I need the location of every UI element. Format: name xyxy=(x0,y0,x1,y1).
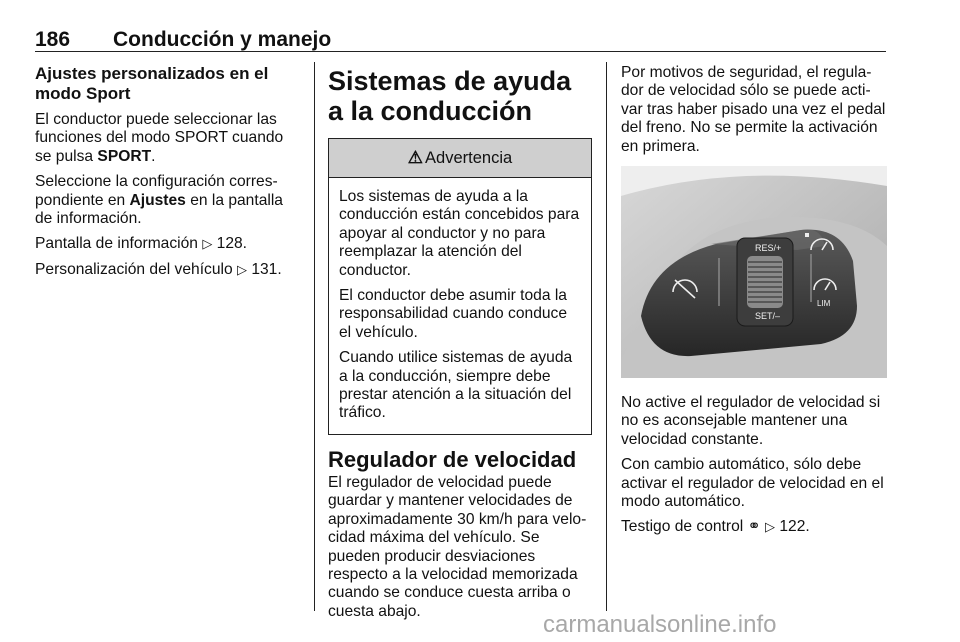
warning-box xyxy=(328,138,592,435)
set-label: SET/– xyxy=(755,311,781,322)
warning-title: Advertencia xyxy=(425,148,513,167)
page-reference-icon: ▷ xyxy=(202,236,213,252)
warning-triangle-icon: ⚠ xyxy=(407,147,424,167)
warning-body xyxy=(329,178,591,434)
sport-text: El conductor puede seleccionar las funciones del modo SPORT cuando se pulsa xyxy=(35,111,284,165)
page-reference-icon: ▷ xyxy=(765,519,775,535)
automatic-gearbox-paragraph: Con cambio automático, sólo debe activar el regulador de velocidad en el modo automático. xyxy=(621,456,884,511)
sport-paragraph xyxy=(35,111,299,166)
settings-text: Seleccione la configuración corres- pondiente en xyxy=(35,173,278,209)
constant-speed-paragraph: No active el regulador de velocidad si no es aconsejable mantener una velocidad constante. xyxy=(621,394,881,448)
info-display-ref-page: 128. xyxy=(216,235,248,253)
page-reference-icon: ▷ xyxy=(236,261,247,277)
warning-paragraph-1: Los sistemas de ayuda a la conducción están concebidos para apoyar al conductor y no para reemplazar la atención del conductor. xyxy=(339,188,580,279)
res-label: RES/+ xyxy=(755,243,782,254)
control-indicator-reference[interactable] xyxy=(621,518,887,536)
personalization-reference[interactable] xyxy=(35,261,299,279)
cruise-control-heading: Regulador de velocidad xyxy=(328,446,577,472)
section-title: Sistemas de ayuda a la conducción xyxy=(328,66,572,126)
watermark: carmanualsonline.info xyxy=(543,611,777,638)
sport-button-label: SPORT xyxy=(97,147,152,165)
steering-wheel-controls-image xyxy=(621,166,887,378)
info-display-reference[interactable] xyxy=(35,235,299,253)
settings-menu-label: Ajustes xyxy=(129,191,186,209)
column-divider-2 xyxy=(606,62,607,611)
warning-header xyxy=(329,139,591,178)
cruise-control-paragraph: El regulador de velocidad puede guardar y mantener velocidades de aproximadamente 30 km/h para velo- cidad máxima del vehículo. Se pueden producir desviaciones respecto a la velocidad memorizada cuando se conduce cuesta arriba o cuesta abajo. xyxy=(328,473,587,620)
header-rule xyxy=(35,51,886,52)
settings-paragraph xyxy=(35,173,299,228)
page-number: 186 xyxy=(35,28,71,51)
safety-paragraph: Por motivos de seguridad, el regula- dor de velocidad sólo se puede acti- var tras haber pisado una vez el pedal del freno. No se permite la activación en primera. xyxy=(621,64,886,155)
column-divider-1 xyxy=(314,62,315,611)
personalization-ref-text: Personalización del vehículo xyxy=(35,260,233,278)
sport-text-end: . xyxy=(151,147,156,165)
column-left xyxy=(35,64,299,286)
cruise-indicator-dot xyxy=(805,233,809,237)
sport-settings-heading: Ajustes personalizados en el modo Sport xyxy=(35,64,269,103)
lim-label: LIM xyxy=(817,299,831,309)
column-right xyxy=(621,64,887,544)
personalization-ref-page: 131. xyxy=(251,260,282,278)
column-middle xyxy=(328,64,592,628)
warning-paragraph-2: El conductor debe asumir toda la responsabilidad cuando conduce el vehículo. xyxy=(339,287,568,341)
settings-text-end: en la pantalla de información. xyxy=(35,191,283,228)
info-display-ref-text: Pantalla de información xyxy=(35,235,198,253)
control-indicator-page: 122. xyxy=(779,518,810,536)
cruise-indicator-icon: ⚭ xyxy=(747,518,761,536)
warning-paragraph-3: Cuando utilice sistemas de ayuda a la conducción, siempre debe prestar atención a la situación del tráfico. xyxy=(339,349,573,422)
chapter-title: Conducción y manejo xyxy=(113,28,332,51)
control-indicator-text: Testigo de control xyxy=(621,518,744,536)
